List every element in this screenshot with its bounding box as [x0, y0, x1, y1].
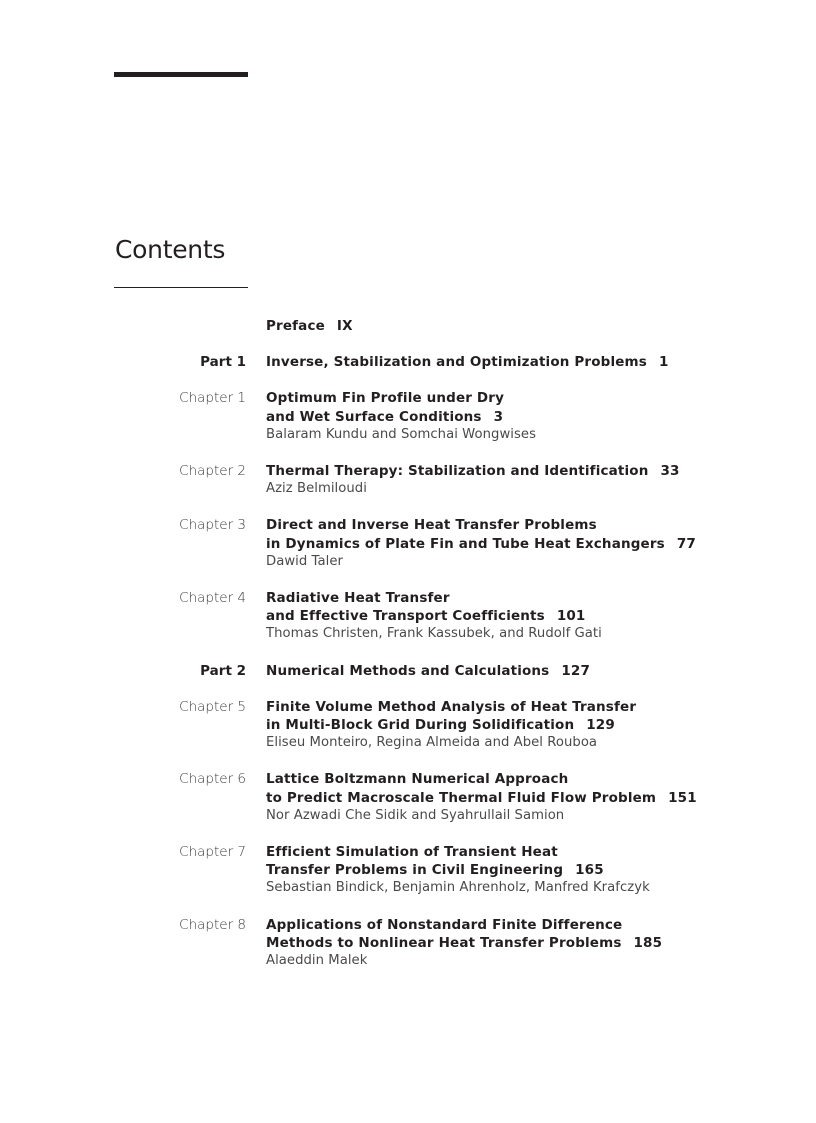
chapter-label: Chapter 5 — [179, 698, 246, 715]
entry-title-text: Radiative Heat Transfer — [266, 590, 450, 607]
entry-title-line — [266, 934, 786, 952]
entry-body — [266, 462, 786, 498]
page-title: Contents — [115, 235, 226, 264]
chapter-label: Chapter 4 — [179, 590, 246, 607]
entry-title-text: Inverse, Stabilization and Optimization Problems — [266, 354, 647, 371]
toc-entry — [0, 698, 816, 753]
toc-entry — [0, 589, 816, 644]
entry-title-text: Finite Volume Method Analysis of Heat Transfer — [266, 698, 637, 715]
entry-title-text: Numerical Methods and Calculations — [266, 662, 550, 679]
entry-title-text: Optimum Fin Profile under Dry — [266, 390, 505, 407]
entry-title-line — [266, 353, 786, 371]
title-underline-rule — [114, 287, 248, 288]
page-number: IX — [336, 318, 353, 334]
part-label: Part 2 — [200, 662, 246, 679]
entry-title-text: Lattice Boltzmann Numerical Approach — [266, 771, 569, 788]
entry-authors: Thomas Christen, Frank Kassubek, and Rudolf Gati — [266, 626, 602, 642]
entry-body — [266, 389, 786, 444]
entry-body — [266, 916, 786, 971]
entry-title-text: Transfer Problems in Civil Engineering — [266, 862, 564, 879]
entry-authors: Sebastian Bindick, Benjamin Ahrenholz, Manfred Krafczyk — [266, 880, 650, 896]
chapter-label: Chapter 1 — [179, 390, 246, 407]
page-number: 165 — [575, 862, 604, 879]
toc-entry — [0, 843, 816, 898]
page-number: 127 — [561, 662, 591, 679]
entry-body — [266, 662, 786, 680]
entry-title-line — [266, 789, 786, 807]
entry-title-line — [266, 861, 786, 879]
entry-body — [266, 516, 786, 571]
entry-title-text: Preface — [266, 318, 325, 334]
entry-body — [266, 589, 786, 644]
table-of-contents — [0, 317, 816, 988]
entry-title-text: Efficient Simulation of Transient Heat — [266, 844, 558, 861]
entry-title-line — [266, 462, 786, 480]
entry-title-line — [266, 716, 786, 734]
entry-authors: Nor Azwadi Che Sidik and Syahrullail Samion — [266, 807, 565, 823]
chapter-label: Chapter 6 — [179, 771, 246, 788]
entry-title-line — [266, 770, 786, 788]
entry-body — [266, 317, 786, 335]
chapter-label: Chapter 2 — [179, 463, 246, 480]
toc-entry — [0, 662, 816, 680]
part-label: Part 1 — [200, 354, 246, 371]
entry-authors: Balaram Kundu and Somchai Wongwises — [266, 426, 536, 442]
page-number: 33 — [660, 463, 680, 480]
chapter-label: Chapter 3 — [179, 517, 246, 534]
page-number: 151 — [668, 789, 697, 806]
entry-title-text: and Effective Transport Coefficients — [266, 608, 545, 625]
entry-title-text: in Multi-Block Grid During Solidification — [266, 717, 575, 734]
entry-authors: Eliseu Monteiro, Regina Almeida and Abel Rouboa — [266, 735, 598, 751]
entry-title-line — [266, 916, 786, 934]
toc-entry — [0, 516, 816, 571]
page-number: 77 — [676, 535, 696, 552]
entry-title-line — [266, 662, 786, 680]
entry-title-line — [266, 516, 786, 534]
entry-title-line — [266, 408, 786, 426]
entry-title-line — [266, 317, 786, 335]
entry-body — [266, 843, 786, 898]
entry-title-line — [266, 535, 786, 553]
entry-body — [266, 770, 786, 825]
entry-authors: Dawid Taler — [266, 553, 343, 569]
page-number: 1 — [658, 354, 669, 371]
chapter-label: Chapter 7 — [179, 844, 246, 861]
entry-title-line — [266, 389, 786, 407]
entry-title-text: and Wet Surface Conditions — [266, 408, 482, 425]
entry-title-line — [266, 843, 786, 861]
toc-entry — [0, 353, 816, 371]
entry-body — [266, 353, 786, 371]
page-number: 129 — [586, 717, 615, 734]
toc-entry — [0, 389, 816, 444]
entry-title-text: to Predict Macroscale Thermal Fluid Flow Problem — [266, 789, 657, 806]
entry-authors: Aziz Belmiloudi — [266, 481, 367, 497]
entry-title-line — [266, 698, 786, 716]
page-number: 101 — [556, 608, 586, 625]
entry-title-text: Applications of Nonstandard Finite Difference — [266, 916, 623, 933]
page-number: 3 — [493, 408, 504, 425]
entry-title-line — [266, 607, 786, 625]
entry-title-text: in Dynamics of Plate Fin and Tube Heat Exchangers — [266, 535, 665, 552]
chapter-label: Chapter 8 — [179, 916, 246, 933]
entry-title-line — [266, 589, 786, 607]
entry-title-text: Direct and Inverse Heat Transfer Problems — [266, 517, 597, 534]
top-decorative-rule — [114, 72, 248, 77]
toc-entry — [0, 462, 816, 498]
toc-entry — [0, 916, 816, 971]
entry-authors: Alaeddin Malek — [266, 953, 368, 969]
page-number: 185 — [633, 934, 663, 951]
entry-title-text: Thermal Therapy: Stabilization and Identification — [266, 463, 649, 480]
toc-entry — [0, 770, 816, 825]
entry-body — [266, 698, 786, 753]
toc-entry — [0, 317, 816, 335]
entry-title-text: Methods to Nonlinear Heat Transfer Problems — [266, 934, 622, 951]
